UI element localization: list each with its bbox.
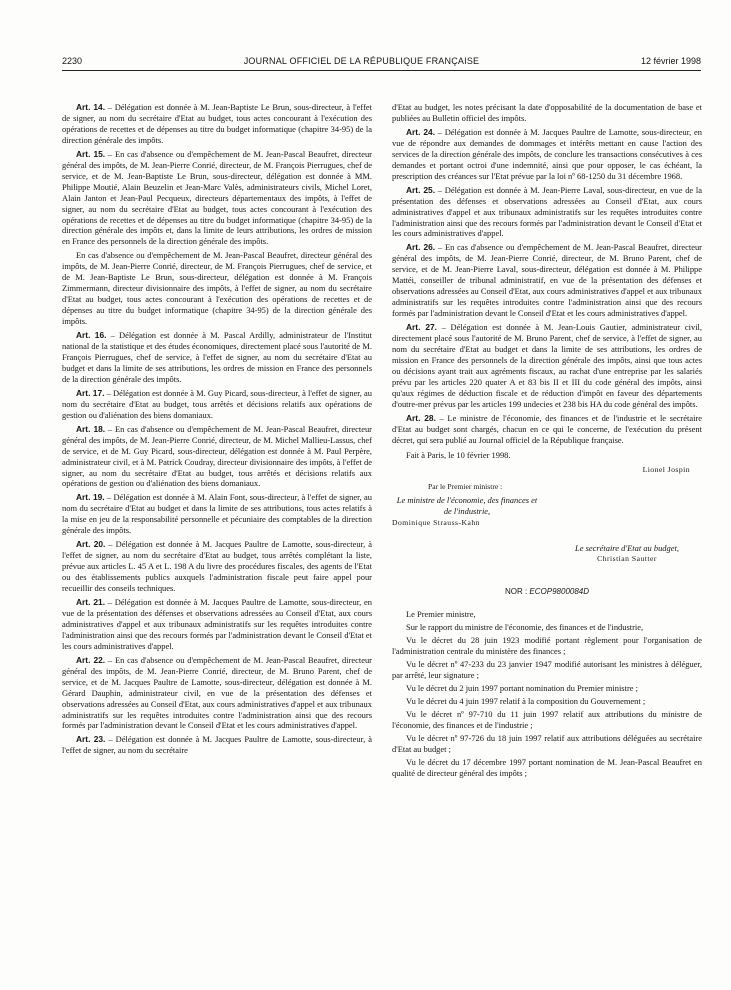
article-label: Art. 20. (76, 539, 106, 550)
secretary-title: Le secrétaire d'Etat au budget, (575, 542, 679, 553)
article-label: Art. 17. (76, 387, 105, 398)
article-label: Art. 14. (76, 102, 106, 112)
minister-title: Le ministre de l'économie, des finances et de l'industrie, (396, 495, 538, 517)
article-paragraph (62, 539, 372, 594)
nor-code: ECOP9800084D (529, 586, 590, 596)
article-paragraph (62, 734, 372, 756)
decree-visa: Vu le décret nº 97-726 du 18 juin 1997 relatif aux attributions déléguées au secrétaire d'Etat au budget ; (392, 732, 702, 754)
secretary-signature (552, 543, 702, 565)
article-text: – En cas d'absence ou d'empêchement de M. Jean-Pascal Beaufret, directeur général des impôts, de M. Jean-Pierre Conrié, directeur, de M. Bruno Parent, chef de service, et de M. Jean-Pierre Laval, sous-directeur, délégation est donnée à M. Philippe Mattéi, conseiller de tribunal administratif, en vue de la présentation des défenses et observations adressées au Conseil d'Etat, aux cours administratives d'appel et aux tribunaux administratifs sur les requêtes introduites contre l'administration ainsi que des recours formés par l'administration devant le Conseil d'Etat et les cours administratives d'appel. (392, 242, 702, 319)
article-paragraph (62, 330, 372, 385)
article-text: – En cas d'absence ou d'empêchement de M. Jean-Pascal Beaufret, directeur général des impôts, de M. Jean-Pierre Conrié, directeur, de M. Michel Mallieu-Lassus, chef de service, et de M. Guy Picard, sous-directeur, délégation est donnée à M. Paul Perpère, administrateur civil, et à M. Patrick Coudray, directeur divisionnaire des impôts, à l'effet de signer, au nom du secrétaire d'Etat au budget, tous arrêtés et décisions relatifs aux opérations de gestion ou d'aliénation des biens domaniaux. (62, 423, 372, 489)
article-label: Art. 26. (406, 242, 436, 253)
article-label: Art. 21. (76, 596, 106, 607)
article-label: Art. 22. (76, 654, 106, 665)
article-label: Art. 25. (406, 184, 436, 195)
article-paragraph (392, 127, 702, 182)
article-label: Art. 18. (76, 423, 106, 434)
article-paragraph (62, 597, 372, 652)
decree-visa: Vu le décret du 2 juin 1997 portant nomination du Premier ministre ; (406, 683, 638, 694)
article-paragraph (392, 413, 702, 446)
article-paragraph (62, 492, 372, 536)
nor-prefix: NOR : (504, 586, 530, 596)
article-text: – Délégation est donnée à M. Pascal Ardilly, administrateur de l'Institut national de la statistique et des études économiques, directement placé sous l'autorité de M. François Pierrugues, chef de service, à l'effet de signer, au nom du secrétaire d'Etat au budget et dans la limite de ses attributions, les ordres de mission en France des personnels de la direction générale des impôts. (62, 330, 372, 384)
decree-visa: Vu le décret du 4 juin 1997 relatif à la composition du Gouvernement ; (406, 696, 646, 707)
article-text: – Délégation est donnée à M. Guy Picard, sous-directeur, à l'effet de signer, au nom du secrétaire d'Etat au budget, tous arrêtés et décisions relatifs aux opérations de gestion ou d'aliénation des biens domaniaux. (62, 387, 372, 420)
article-paragraph (392, 185, 702, 240)
article-text: – Délégation est donnée à M. Jean-Pierre Laval, sous-directeur, en vue de la présentation des défenses et observations adressées au Conseil d'Etat, aux cours administratives d'appel et aux tribunaux administratifs sur les requêtes introduites contre l'administration ainsi que des recours formés par l'administration devant le Conseil d'Etat et les cours administratives d'appel. (392, 184, 702, 239)
decree-visa: Vu le décret nº 47-233 du 23 janvier 1947 modifié autorisant les ministres à déléguer, par arrêté, leur signature ; (392, 659, 702, 681)
nor-reference (392, 587, 702, 598)
article-paragraph (62, 424, 372, 490)
by-pm-label: Par le Premier ministre : (428, 481, 503, 491)
page-number: 2230 (62, 56, 83, 66)
article-text: – Délégation est donnée à M. Jacques Paultre de Lamotte, sous-directeur, à l'effet de signer, au nom du secrétaire (62, 734, 372, 756)
second-decree (392, 609, 702, 778)
left-column (62, 102, 372, 781)
decree-visa: Vu le décret nº 97-710 du 11 juin 1997 relatif aux attributions du ministre de l'économie, des finances et de l'industrie ; (392, 709, 702, 731)
right-articles (392, 102, 702, 446)
article-paragraph (62, 655, 372, 732)
article-text: – Délégation est donnée à M. Jean-Louis Gautier, administrateur civil, directement placé sous l'autorité de M. Bruno Parent, chef de service, à l'effet de signer, au nom du secrétaire d'Etat au budget et dans la limite de ses attributions, les ordres de mission en France des personnels de la direction générale des impôts, ainsi que tous actes ou décisions ayant trait aux agréments fiscaux, au rachat d'une entreprise par les salariés prévu par les articles 220 quater A et 83 bis II et III du code général des impôts, ainsi qu'aux régimes de déduction fiscale et de réduction d'impôt en faveur des départements d'outre-mer prévus par les articles 199 undecies et 238 bis HA du code général des impôts. (392, 322, 702, 409)
article-label: Art. 23. (76, 734, 106, 745)
pm-signature: Lionel Jospin (642, 464, 690, 474)
text-columns (62, 102, 702, 781)
article-label: Art. 16. (76, 330, 107, 341)
decree-visa: Vu le décret du 28 juin 1923 modifié portant règlement pour l'organisation de l'administration centrale du ministère des finances ; (392, 635, 702, 657)
article-text: En cas d'absence ou d'empêchement de M. Jean-Pascal Beaufret, directeur général des impôts, de M. Jean-Pierre Conrié, directeur, de M. François Pierrugues, chef de service, et de M. Jean-Baptiste Le Brun, sous-directeur, délégation est donnée à M. François Zimmermann, directeur divisionnaire des impôts, à l'effet de signer, au nom du secrétaire d'Etat au budget, tous actes concourant à l'exécution des opérations de recettes et de dépenses au titre du budget informatique (chapitre 34-95) de la direction générale des impôts. (62, 250, 372, 327)
article-paragraph (62, 149, 372, 248)
paragraph (62, 250, 372, 327)
issue-date: 12 février 1998 (640, 56, 701, 66)
article-label: Art. 24. (406, 126, 436, 137)
article-text: – Délégation est donnée à M. Jean-Baptiste Le Brun, sous-directeur, à l'effet de signer, au nom du secrétaire d'Etat au budget, tous actes concourant à l'exécution des opérations de recettes et de dépenses au titre du budget informatique (chapitre 34-95) de la direction générale des impôts. (62, 102, 372, 145)
minister-name: Dominique Strauss-Kahn (392, 517, 480, 527)
article-text: – En cas d'absence ou d'empêchement de M. Jean-Pascal Beaufret, directeur général des impôts, de M. Jean-Pierre Conrié, directeur, de M. Bruno Parent, chef de service, et de M. Jacques Paultre de Lamotte, sous-directeur, délégation est donnée à M. Gérard Dauphin, administrateur civil, en vue de la présentation des défenses et observations adressées au Conseil d'Etat, aux cours administratives d'appel et aux tribunaux administratifs sur les requêtes introduites contre l'administration ainsi que des recours formés par l'administration devant le Conseil d'Etat et les cours administratives d'appel. (62, 654, 372, 731)
paragraph (392, 102, 702, 124)
journal-title: JOURNAL OFFICIEL DE LA RÉPUBLIQUE FRANÇAISE (243, 56, 480, 66)
article-paragraph (62, 102, 372, 146)
decree-visa: Sur le rapport du ministre de l'économie, des finances et de l'industrie, (406, 622, 644, 633)
right-column (392, 102, 702, 781)
article-paragraph (392, 322, 702, 410)
article-text: – En cas d'absence ou d'empêchement de M. Jean-Pascal Beaufret, directeur général des impôts, de M. Jean-Pierre Conrié, directeur, de M. François Pierrugues, chef de service, et de M. Jean-Baptiste Le Brun, sous-directeur, délégation est donnée à MM. Philippe Moutié, Alain Beuzelin et Jean-Marc Valès, administrateurs civils, Michel Loret, Alain Janton et Jean-Paul Pecqueux, directeurs départementaux des impôts, à l'effet de signer, au nom du secrétaire d'Etat au budget, tous actes concourant à l'exécution des opérations de recettes et de dépenses au titre du budget informatique (chapitre 34-95) de la direction générale des impôts et, dans la limite de leurs attributions, les ordres de mission en France des personnels de la direction générale des impôts. (62, 148, 372, 247)
article-text: – Délégation est donnée à M. Jacques Paultre de Lamotte, sous-directeur, en vue de répondre aux demandes de dommages et intérêts mettant en cause l'action des services de la direction générale des impôts, de conclure les transactions consécutives à ces demandes et portant octroi d'une indemnité, ainsi que pour opposer, le cas échéant, la prescription des créances sur l'Etat prévue par la loi nº 68-1250 du 31 décembre 1968. (392, 126, 702, 181)
article-text: – Délégation est donnée à M. Alain Font, sous-directeur, à l'effet de signer, au nom du secrétaire d'Etat au budget et dans la limite de ses attributions, tous actes relatifs à la mise en jeu de la responsabilité personnelle et pécuniaire des comptables de la direction générale des impôts. (62, 492, 372, 536)
place-date: Fait à Paris, le 10 février 1998. (406, 449, 511, 460)
secretary-name: Christian Sautter (597, 553, 657, 563)
decree-visa: Vu le décret du 17 décembre 1997 portant nomination de M. Jean-Pascal Beaufret en qualité de directeur général des impôts ; (392, 756, 702, 778)
article-paragraph (392, 242, 702, 319)
article-label: Art. 15. (76, 148, 106, 159)
page-header (62, 56, 701, 71)
article-label: Art. 28. (406, 412, 436, 423)
article-text: d'Etat au budget, les notes précisant la date d'opposabilité de la documentation de base et publiées au Bulletin officiel des impôts. (392, 102, 702, 123)
article-label: Art. 27. (406, 322, 437, 333)
article-text: – Délégation est donnée à M. Jacques Paultre de Lamotte, sous-directeur, à l'effet de signer, au nom du secrétaire d'Etat au budget, tous arrêtés complétant la liste, prévue aux articles L. 45 A et L. 198 A du livre des procédures fiscales, des agents de l'Etat ou des établissements publics auxquels l'administration fiscale peut faire appel pour recueillir des conseils techniques. (62, 539, 372, 594)
article-label: Art. 19. (76, 492, 105, 503)
article-text: – Le ministre de l'économie, des finances et de l'industrie et le secrétaire d'Etat au budget sont chargés, chacun en ce qui le concerne, de l'exécution du présent décret, qui sera publié au Journal officiel de la République française. (392, 412, 702, 445)
article-paragraph (62, 388, 372, 421)
article-text: – Délégation est donnée à M. Jacques Paultre de Lamotte, sous-directeur, en vue de la présentation des défenses et observations adressées au Conseil d'Etat, aux cours administratives d'appel et aux tribunaux administratifs sur les requêtes introduites contre l'administration ainsi que des recours formés par l'administration devant le Conseil d'Etat et les cours administratives d'appel. (62, 596, 372, 651)
decree-author: Le Premier ministre, (406, 609, 476, 620)
